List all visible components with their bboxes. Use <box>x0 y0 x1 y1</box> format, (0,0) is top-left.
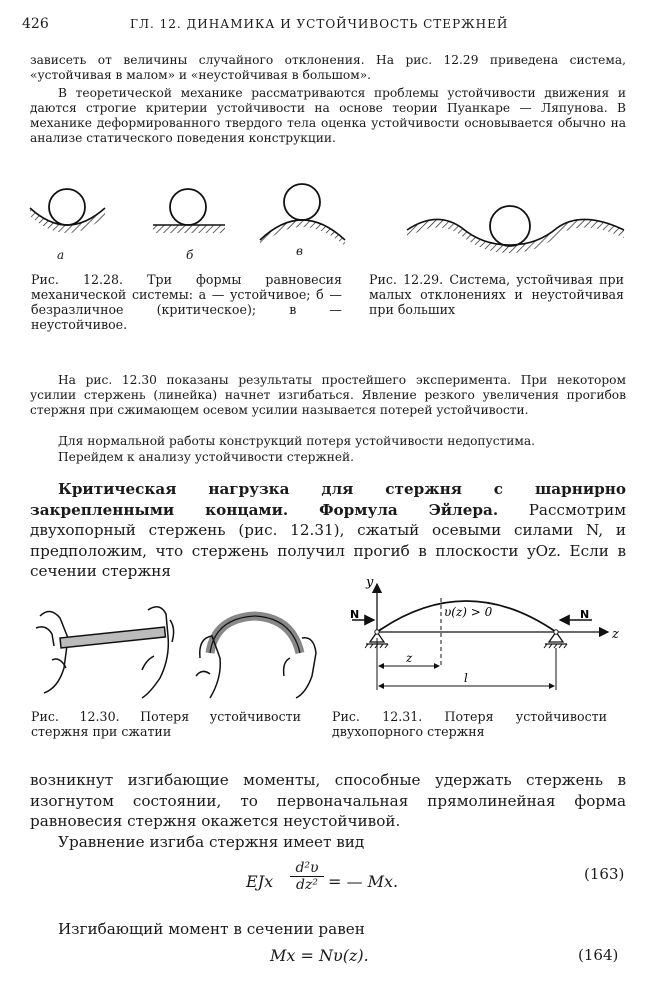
figure-12-28-neutral <box>153 189 225 233</box>
section-heading: Критическая нагрузка для стержня с шарнирно закрепленными концами. Формула Эйлера. <box>30 480 626 519</box>
caption-fig-12-30: Рис. 12.30. Потеря устойчивости стержня при сжатии <box>31 709 301 739</box>
axis-z-label: z <box>612 627 619 642</box>
figure-12-30-bent-ruler <box>196 616 316 698</box>
intro-paragraph-2: В теоретической механике рассматриваются проблемы устойчивости движения и даются строгие критерии устойчивости на основе теории Пуанкаре — Ляпунова. В механике деформированного твердого тела оценка устойчивости основывается обычно на анализе статического поведения конструкции. <box>30 86 626 145</box>
force-left-label: N <box>350 608 360 621</box>
section-text: Рассмотрим двухопорный стержень (рис. 12.31), сжатый осевыми силами N, и предположим, что стержень получил прогиб в плоскости yOz. Если в сечении стержня <box>30 500 627 580</box>
eq163-fraction <box>290 860 324 893</box>
eq163-left: EJx <box>246 872 274 891</box>
equation-164-number: (164) <box>578 946 619 964</box>
figure-12-31 <box>340 576 630 696</box>
deflection-label: υ(z) > 0 <box>444 605 493 619</box>
caption-fig-12-29: Рис. 12.29. Система, устойчивая при малых отклонениях и неустойчивая при больших <box>369 272 624 317</box>
section-paragraph <box>30 479 626 582</box>
figure-12-28-unstable <box>260 184 345 246</box>
figure-12-28-stable <box>30 189 105 233</box>
middle-paragraph-1: На рис. 12.30 показаны результаты простейшего эксперимента. При некотором усилии стержень (линейка) начнет изгибаться. Явление резкого увеличения прогибов стержня при сжимающем осевом усилии называется потерей устойчивости. <box>30 373 626 417</box>
after-paragraph-2: Уравнение изгиба стержня имеет вид <box>58 833 365 851</box>
figure-12-29 <box>402 190 632 260</box>
equation-163-number: (163) <box>584 865 625 883</box>
page-number: 426 <box>22 16 49 32</box>
intro-paragraph-1: зависеть от величины случайного отклонения. На рис. 12.29 приведена система, «устойчивая в малом» и «неустойчивая в большом». <box>30 53 626 82</box>
running-title: ГЛ. 12. ДИНАМИКА И УСТОЙЧИВОСТЬ СТЕРЖНЕЙ <box>130 17 509 31</box>
equation-164: Mx = Nυ(z). <box>270 946 369 965</box>
figure-12-30 <box>30 598 330 708</box>
figure-label-b: б <box>186 248 194 262</box>
middle-paragraph-3: Перейдем к анализу устойчивости стержней. <box>58 450 355 464</box>
after-paragraph-1: возникнут изгибающие моменты, способные удержать стержень в изогнутом состоянии, то первоначальная прямолинейная форма равновесия стержня окажется неустойчивой. <box>30 771 626 830</box>
figure-label-v: в <box>296 244 303 258</box>
middle-paragraph-2: Для нормальной работы конструкций потеря устойчивости недопустима. <box>58 434 536 448</box>
caption-fig-12-28: Рис. 12.28. Три формы равновесия механической системы: а — устойчивое; б — безразличное (критическое); в — неустойчивое. <box>31 272 342 332</box>
dim-l-label: l <box>464 671 468 685</box>
figure-12-28 <box>25 180 385 250</box>
axis-y-label: y <box>366 575 374 590</box>
eq163-denominator: dz² <box>296 877 318 893</box>
figure-label-a: а <box>57 248 65 262</box>
dim-z-label: z <box>406 651 413 665</box>
page-header <box>0 14 652 36</box>
after-paragraph-3: Изгибающий момент в сечении равен <box>58 920 365 938</box>
eq163-numerator: d²υ <box>290 860 324 877</box>
force-right-label: N <box>580 608 590 621</box>
eq163-right: = — Mx. <box>328 872 399 891</box>
caption-fig-12-31: Рис. 12.31. Потеря устойчивости двухопорного стержня <box>332 709 607 739</box>
figure-12-30-straight-ruler <box>36 607 174 698</box>
